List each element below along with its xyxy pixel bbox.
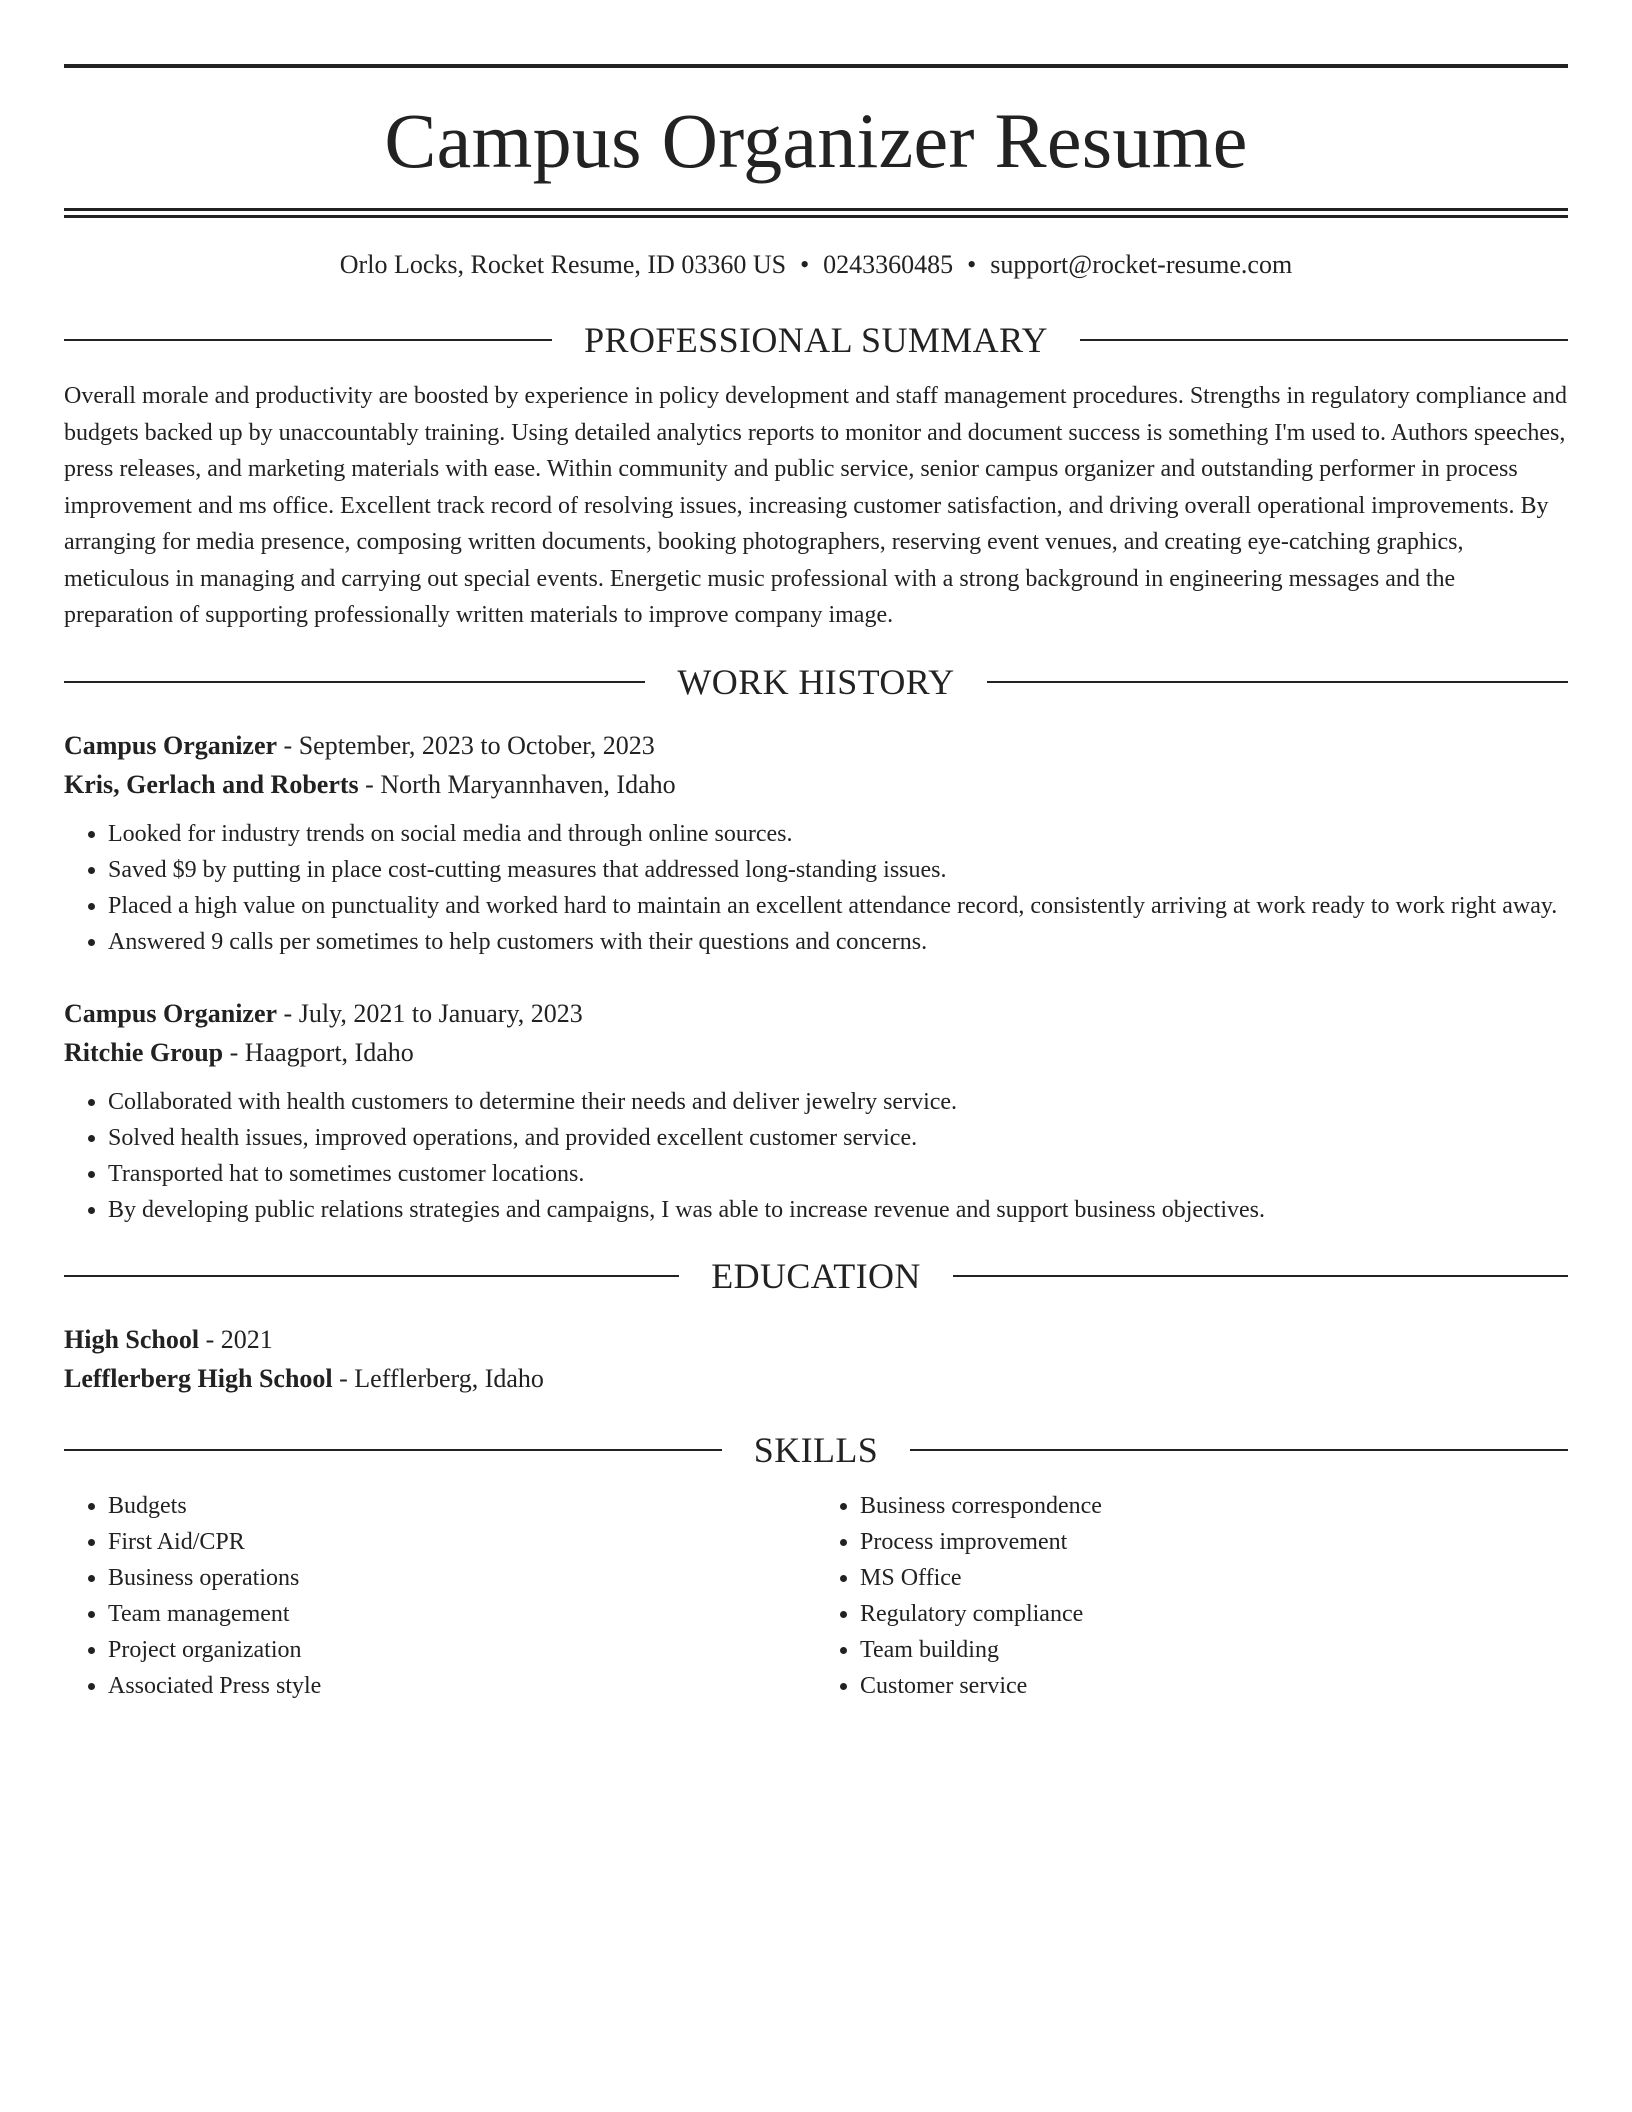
education-year: - 2021 (199, 1324, 273, 1354)
job-title: Campus Organizer (64, 998, 278, 1028)
skills-column-left (64, 1488, 816, 1704)
job-company-line (64, 765, 1568, 804)
skills-list (64, 1488, 1568, 1704)
job-title: Campus Organizer (64, 730, 278, 760)
skill-item: • Team building (860, 1632, 1568, 1668)
section-rule-right (1080, 339, 1568, 341)
top-rule (64, 64, 1568, 68)
job-title-line (64, 726, 1568, 765)
education-heading: EDUCATION (711, 1255, 921, 1296)
job-entry (64, 726, 1568, 960)
skill-item: • Customer service (860, 1668, 1568, 1704)
skill-item: • Process improvement (860, 1524, 1568, 1560)
job-dates: - July, 2021 to January, 2023 (277, 998, 583, 1028)
job-bullets (64, 816, 1568, 960)
education-section-header (64, 1255, 1568, 1296)
skill-item: • First Aid/CPR (108, 1524, 816, 1560)
section-rule-left (64, 1275, 679, 1277)
job-dates: - September, 2023 to October, 2023 (277, 730, 655, 760)
job-bullet: • Transported hat to sometimes customer locations. (108, 1156, 1568, 1192)
skills-heading: SKILLS (753, 1429, 879, 1470)
summary-section-header (64, 322, 1568, 358)
job-location: - North Maryannhaven, Idaho (358, 769, 676, 799)
skills-section-header (64, 1429, 1568, 1470)
skills-column-right (816, 1488, 1568, 1704)
job-location: - Haagport, Idaho (223, 1037, 414, 1067)
skill-item: • Budgets (108, 1488, 816, 1524)
contact-email: support@rocket-resume.com (990, 250, 1293, 279)
job-bullets (64, 1084, 1568, 1228)
section-rule-right (910, 1449, 1568, 1451)
job-company-line (64, 1033, 1568, 1072)
title-double-rule (64, 208, 1568, 218)
contact-line (64, 252, 1568, 278)
job-bullet: • Answered 9 calls per sometimes to help customers with their questions and concerns. (108, 924, 1568, 960)
education-degree-line (64, 1320, 1568, 1359)
section-rule-left (64, 1449, 722, 1451)
job-entry (64, 994, 1568, 1228)
education-school: Lefflerberg High School (64, 1363, 333, 1393)
education-school-line (64, 1359, 1568, 1398)
skill-item: • Regulatory compliance (860, 1596, 1568, 1632)
work-heading: WORK HISTORY (677, 661, 955, 702)
work-section-header (64, 661, 1568, 702)
job-bullet: • Solved health issues, improved operations, and provided excellent customer service. (108, 1120, 1568, 1156)
job-company: Kris, Gerlach and Roberts (64, 769, 359, 799)
job-bullet: • Placed a high value on punctuality and worked hard to maintain an excellent attendance record, consistently arriving at work ready to work right away. (108, 888, 1568, 924)
section-rule-right (987, 681, 1568, 683)
section-rule-left (64, 339, 552, 341)
job-bullet: • By developing public relations strategies and campaigns, I was able to increase revenue and support business objectives. (108, 1192, 1568, 1228)
contact-address: Orlo Locks, Rocket Resume, ID 03360 US (339, 250, 787, 279)
education-location: - Lefflerberg, Idaho (332, 1363, 544, 1393)
skill-item: • Team management (108, 1596, 816, 1632)
education-entry (64, 1320, 1568, 1398)
contact-separator: • (800, 250, 810, 279)
education-degree: High School (64, 1324, 200, 1354)
skill-item: • Business operations (108, 1560, 816, 1596)
resume-title: Campus Organizer Resume (384, 97, 1248, 184)
skill-item: • MS Office (860, 1560, 1568, 1596)
contact-phone: 0243360485 (823, 250, 954, 279)
skill-item: • Business correspondence (860, 1488, 1568, 1524)
skill-item: • Project organization (108, 1632, 816, 1668)
job-company: Ritchie Group (64, 1037, 224, 1067)
section-rule-right (953, 1275, 1568, 1277)
summary-heading: PROFESSIONAL SUMMARY (584, 320, 1048, 360)
job-bullet: • Collaborated with health customers to determine their needs and deliver jewelry service. (108, 1084, 1568, 1120)
contact-separator: • (967, 250, 977, 279)
job-bullet: • Saved $9 by putting in place cost-cutting measures that addressed long-standing issues. (108, 852, 1568, 888)
summary-text: Overall morale and productivity are boosted by experience in policy development and staff management procedures. Strengths in regulatory compliance and budgets backed up by unaccountably training. Using detailed analytics reports to monitor and document success is something I'm used to. Authors speeches, press releases, and marketing materials with ease. Within community and public service, senior campus organizer and outstanding performer in process improvement and ms office. Excellent track record of resolving issues, increasing customer satisfaction, and driving overall operational improvements. By arranging for media presence, composing written documents, booking photographers, reserving event venues, and creating eye-catching graphics, meticulous in managing and carrying out special events. Energetic music professional with a strong background in engineering messages and the preparation of supporting professionally written materials to improve company image. (64, 383, 1568, 628)
job-bullet: • Looked for industry trends on social media and through online sources. (108, 816, 1568, 852)
section-rule-left (64, 681, 645, 683)
skill-item: • Associated Press style (108, 1668, 816, 1704)
job-title-line (64, 994, 1568, 1033)
